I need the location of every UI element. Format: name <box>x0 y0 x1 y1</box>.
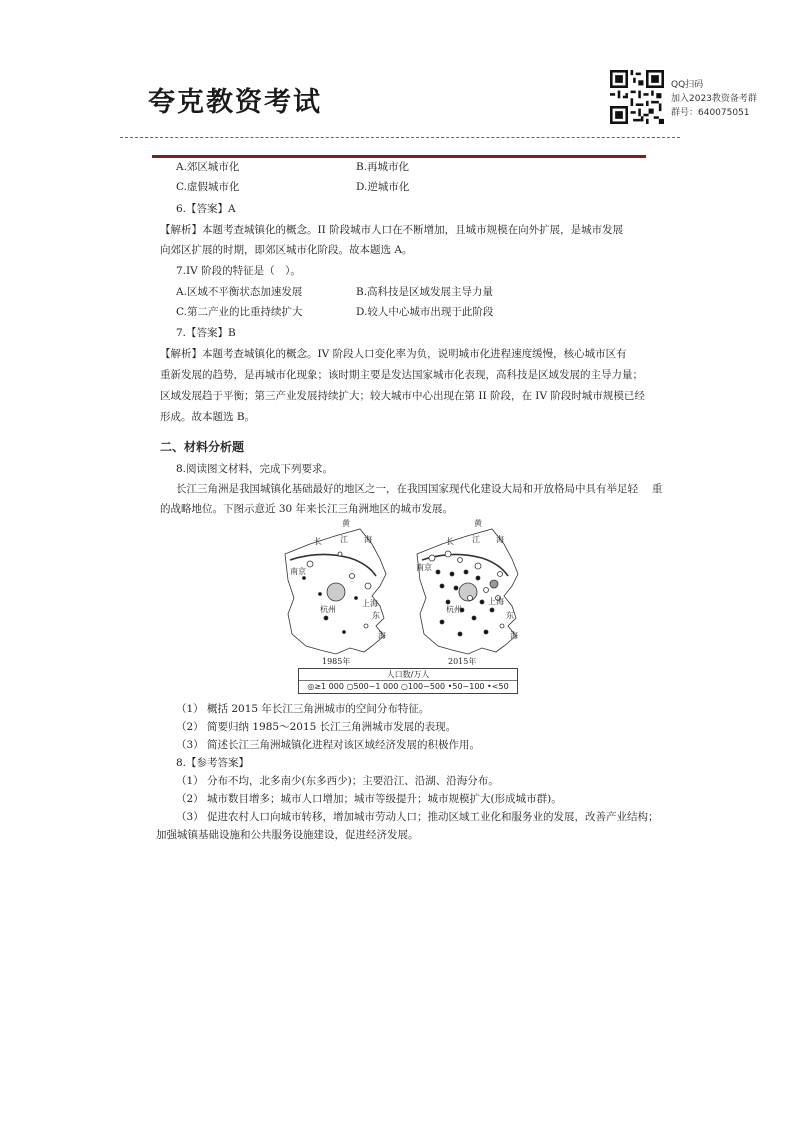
q7-option-b: B.高科技是区域发展主导力量 <box>356 286 494 298</box>
q8-material-line: 的战略地位。下图示意近 30 年来长江三角洲地区的城市发展。 <box>160 503 454 515</box>
map-1985 <box>285 529 386 654</box>
q6-analysis-line: 向郊区扩展的时期，即郊区城市化阶段。故本题选 A。 <box>160 244 413 256</box>
map-label: 杭州 <box>320 605 336 614</box>
page-rule <box>152 155 646 158</box>
q8-answer-title: 8.【参考答案】 <box>176 757 250 769</box>
map-label: 南京 <box>290 567 306 576</box>
qr-code-icon <box>610 70 664 124</box>
map-year-label: 1985年 <box>322 657 351 666</box>
map-legend <box>298 668 518 694</box>
q6-answer: 6.【答案】A <box>176 203 236 215</box>
q7-analysis-line: 【解析】本题考查城镇化的概念。IV 阶段人口变化率为负，说明城市化进程速度缓慢，核心城市区有 <box>160 348 627 360</box>
map-label: 江 <box>472 535 480 544</box>
yangtze-delta-maps <box>280 514 540 694</box>
map-label: 海 <box>496 535 504 544</box>
q8-answer-line: （2） 城市数目增多；城市人口增加；城市等级提升；城市规模扩大(形成城市群)。 <box>176 793 562 805</box>
map-label: 海 <box>378 631 386 640</box>
map-label: 黄 <box>342 519 350 528</box>
brand-logo-text: 夸克教资考试 <box>148 87 322 118</box>
q8-answer-line: （1） 分布不均，北多南少(东多西少)；主要沿江、沿湖、沿海分布。 <box>176 775 499 787</box>
q6-analysis-line: 【解析】本题考查城镇化的概念。II 阶段城市人口在不断增加，且城市规模在向外扩展，是城市发展 <box>160 224 624 236</box>
map-label: 上海 <box>362 599 378 608</box>
header-divider <box>120 137 680 138</box>
map-label: 海 <box>510 631 518 640</box>
map-label: 海 <box>364 535 372 544</box>
q6-option-c: C.虚假城市化 <box>176 181 240 193</box>
q7-option-a: A.区域不平衡状态加速发展 <box>176 286 303 298</box>
map-label: 长 <box>314 537 322 546</box>
legend-items: ◎≥1 000 ○500~1 000 ○100~500 •50~100 •<50 <box>307 682 509 691</box>
q8-question: （2） 简要归纳 1985～2015 长江三角洲城市发展的表现。 <box>176 721 457 733</box>
section-title: 二、材料分析题 <box>160 440 245 454</box>
q7-stem: 7.IV 阶段的特征是（ ）。 <box>176 265 301 277</box>
q8-question: （1） 概括 2015 年长江三角洲城市的空间分布特征。 <box>176 703 430 715</box>
map-label: 东 <box>506 611 514 620</box>
q8-material-line: 长江三角洲是我国城镇化基础最好的地区之一，在我国国家现代化建设大局和开放格局中具有举足轻 重 <box>176 483 663 495</box>
q7-analysis-line: 区域发展趋于平衡；第三产业发展持续扩大；较大城市中心出现在第 II 阶段，在 IV 阶段时城市规模已经 <box>160 390 645 402</box>
map-label: 南京 <box>416 563 432 572</box>
map-year-label: 2015年 <box>448 657 477 666</box>
map-label: 黄 <box>474 519 482 528</box>
q7-option-d: D.较人中心城市出现于此阶段 <box>356 306 494 318</box>
q8-question: （3） 简述长江三角洲城镇化进程对该区域经济发展的积极作用。 <box>176 739 481 751</box>
map-label: 东 <box>372 611 380 620</box>
q7-option-c: C.第二产业的比重持续扩大 <box>176 306 303 318</box>
q7-analysis-line: 形成。故本题选 B。 <box>160 411 256 423</box>
q6-option-a: A.郊区城市化 <box>176 161 240 173</box>
qr-caption-line: QQ扫码 <box>671 80 704 90</box>
map-label: 杭州 <box>446 605 462 614</box>
legend-title: 人口数/万人 <box>299 669 517 681</box>
q6-option-d: D.逆城市化 <box>356 181 410 193</box>
qr-caption-line: 群号：640075051 <box>671 108 750 118</box>
q8-answer-line: 加强城镇基础设施和公共服务设施建设，促进经济发展。 <box>156 829 419 841</box>
map-label: 长 <box>446 537 454 546</box>
q8-stem: 8.阅读图文材料，完成下列要求。 <box>176 463 334 475</box>
qr-caption-line: 加入2023教资备考群 <box>671 94 757 104</box>
q6-option-b: B.再城市化 <box>356 161 410 173</box>
q8-answer-line: （3） 促进农村人口向城市转移，增加城市劳动人口；推动区域工业化和服务业的发展，改善产业结构； <box>176 811 659 823</box>
map-label: 江 <box>340 535 348 544</box>
map-label: 上海 <box>488 597 504 606</box>
q7-analysis-line: 重新发展的趋势，是再城市化现象；该时期主要是发达国家城市化表现，高科技是区域发展的主导力量； <box>160 369 643 381</box>
q7-answer: 7.【答案】B <box>176 327 236 339</box>
map-2015 <box>417 529 518 654</box>
qr-caption <box>671 78 757 120</box>
